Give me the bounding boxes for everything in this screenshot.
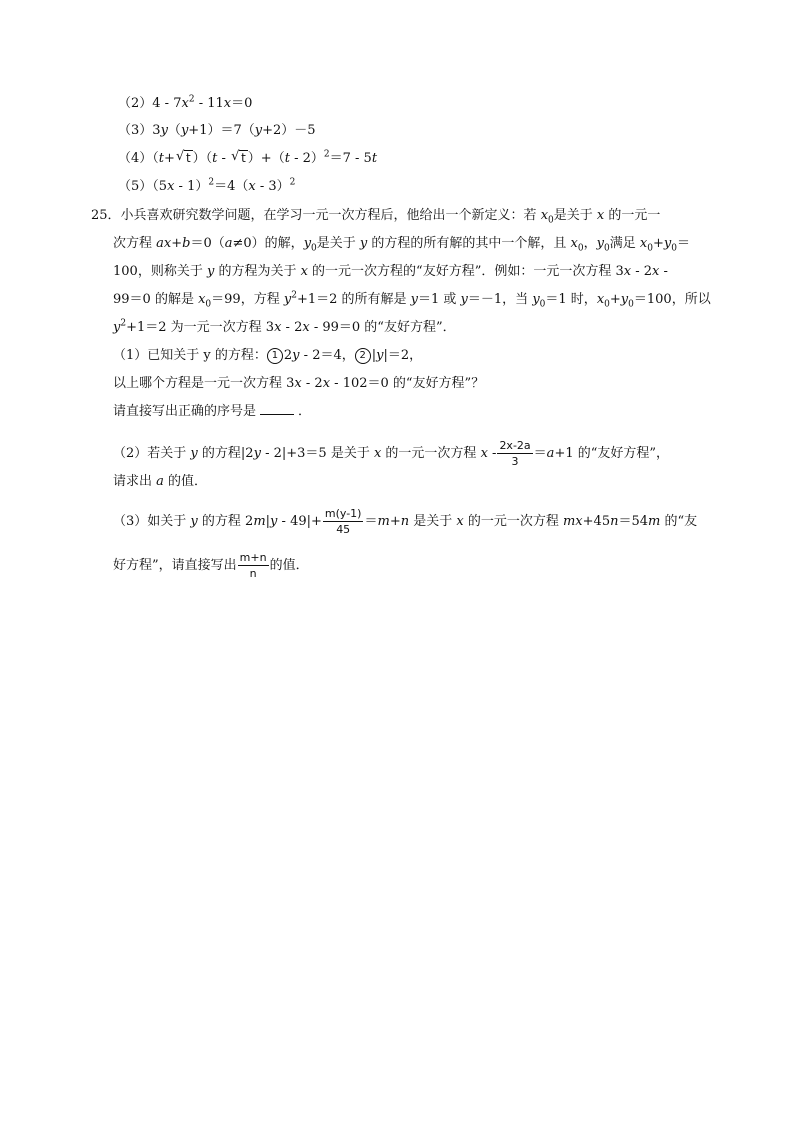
item-expr: 3y（y+1）＝7（y+2）－5 — [152, 123, 316, 138]
part-text: 以上哪个方程是一元一次方程 3x - 2x - 102＝0 的“友好方程”？ — [113, 376, 485, 391]
problem-25-line-4 — [113, 290, 711, 310]
part-text: 请直接写出正确的序号是 — [113, 404, 257, 419]
problem-25-line-1 — [91, 206, 660, 226]
fraction-numerator: 2x-2a — [499, 439, 531, 452]
fraction — [323, 506, 364, 537]
circled-number-1: 1 — [267, 348, 283, 364]
part-3-line-1 — [113, 506, 697, 537]
equation-2: |y|＝2， — [371, 348, 423, 363]
fraction-denominator: n — [249, 567, 257, 580]
part-1-line-3 — [113, 402, 311, 422]
prev-item-4 — [118, 149, 377, 169]
fraction-denominator: 45 — [336, 523, 351, 536]
fraction — [238, 550, 269, 581]
part-2-line-1 — [113, 438, 669, 469]
prev-item-3 — [118, 121, 316, 141]
fraction-denominator: 3 — [511, 455, 519, 468]
item-label: （5） — [118, 179, 153, 194]
problem-number: 25． — [91, 208, 121, 223]
part-label: （1） — [113, 348, 148, 363]
intro-text: 99＝0 的解是 $x_0=99$，方程 $y^2+1=2$ 的所有解是 y＝1 或 y＝－1，当 $y_0=1$ 时，$x_0+y_0=100$，所以 — [113, 290, 711, 310]
item-label: （4） — [118, 151, 153, 166]
answer-blank[interactable] — [260, 402, 294, 415]
fraction — [497, 438, 532, 469]
part-text: 的值． — [269, 558, 309, 573]
item-expr: （5x - 1）$^2$＝4（x - 3）$^2$ — [152, 177, 296, 194]
part-text: ＝a+1 的“友好方程”， — [533, 446, 670, 461]
part-text: 好方程”，请直接写出 — [113, 558, 237, 573]
part-text: 已知关于 y 的方程： — [147, 348, 267, 363]
part-label: （2） — [113, 446, 148, 461]
problem-25-line-5 — [113, 318, 456, 338]
intro-text: $y^2+1=2$ 为一元一次方程 3x - 2x - 99＝0 的“友好方程”． — [113, 318, 456, 335]
part-1-line-2 — [113, 374, 484, 394]
prev-item-5 — [118, 177, 295, 197]
part-text: 请求出 a 的值． — [113, 474, 208, 489]
sqrt-symbol: √ t — [175, 149, 191, 165]
equation-1: 2y - 2＝4， — [283, 348, 355, 363]
item-expr: $4 - 7x^2 - 11x=0$ — [152, 94, 253, 111]
part-1-line-1 — [113, 346, 422, 366]
prev-item-2 — [118, 94, 252, 114]
fraction-numerator: m+n — [239, 551, 267, 564]
problem-25-line-3 — [113, 262, 668, 282]
fraction-numerator: m(y-1) — [324, 507, 362, 520]
part-2-line-2 — [113, 472, 207, 492]
intro-text: 次方程 ax+b＝0（a≠0）的解，$y_0$是关于 y 的方程的所有解的其中一个解，且 $x_0$，$y_0$满足 $x_0+y_0=$ — [113, 236, 690, 254]
item-label: （2） — [118, 96, 153, 111]
part-text: 如关于 y 的方程 2m|y - 49|+ — [147, 514, 322, 529]
part-3-line-2 — [113, 550, 309, 581]
part-text: 若关于 y 的方程|2y - 2|+3＝5 是关于 x 的一元一次方程 x - — [147, 446, 497, 461]
period: ． — [298, 404, 312, 419]
part-text: ＝m+n 是关于 x 的一元一次方程 mx+45n＝54m 的“友 — [364, 514, 698, 529]
intro-text: 小兵喜欢研究数学问题，在学习一元一次方程后，他给出一个新定义：若 $x_0$是关于 x 的一元一 — [120, 208, 661, 226]
sqrt-symbol: √ t — [231, 149, 246, 165]
item-expr: （t+ √ t ）（t - √ t ）+（t - 2）$^2$＝7 - 5t — [152, 151, 377, 166]
problem-25-line-2 — [113, 234, 690, 254]
intro-text: 100，则称关于 y 的方程为关于 x 的一元一次方程的“友好方程”．例如：一元一次方程 3x - 2x - — [113, 264, 668, 279]
part-label: （3） — [113, 514, 148, 529]
circled-number-2: 2 — [355, 348, 371, 364]
item-label: （3） — [118, 123, 153, 138]
